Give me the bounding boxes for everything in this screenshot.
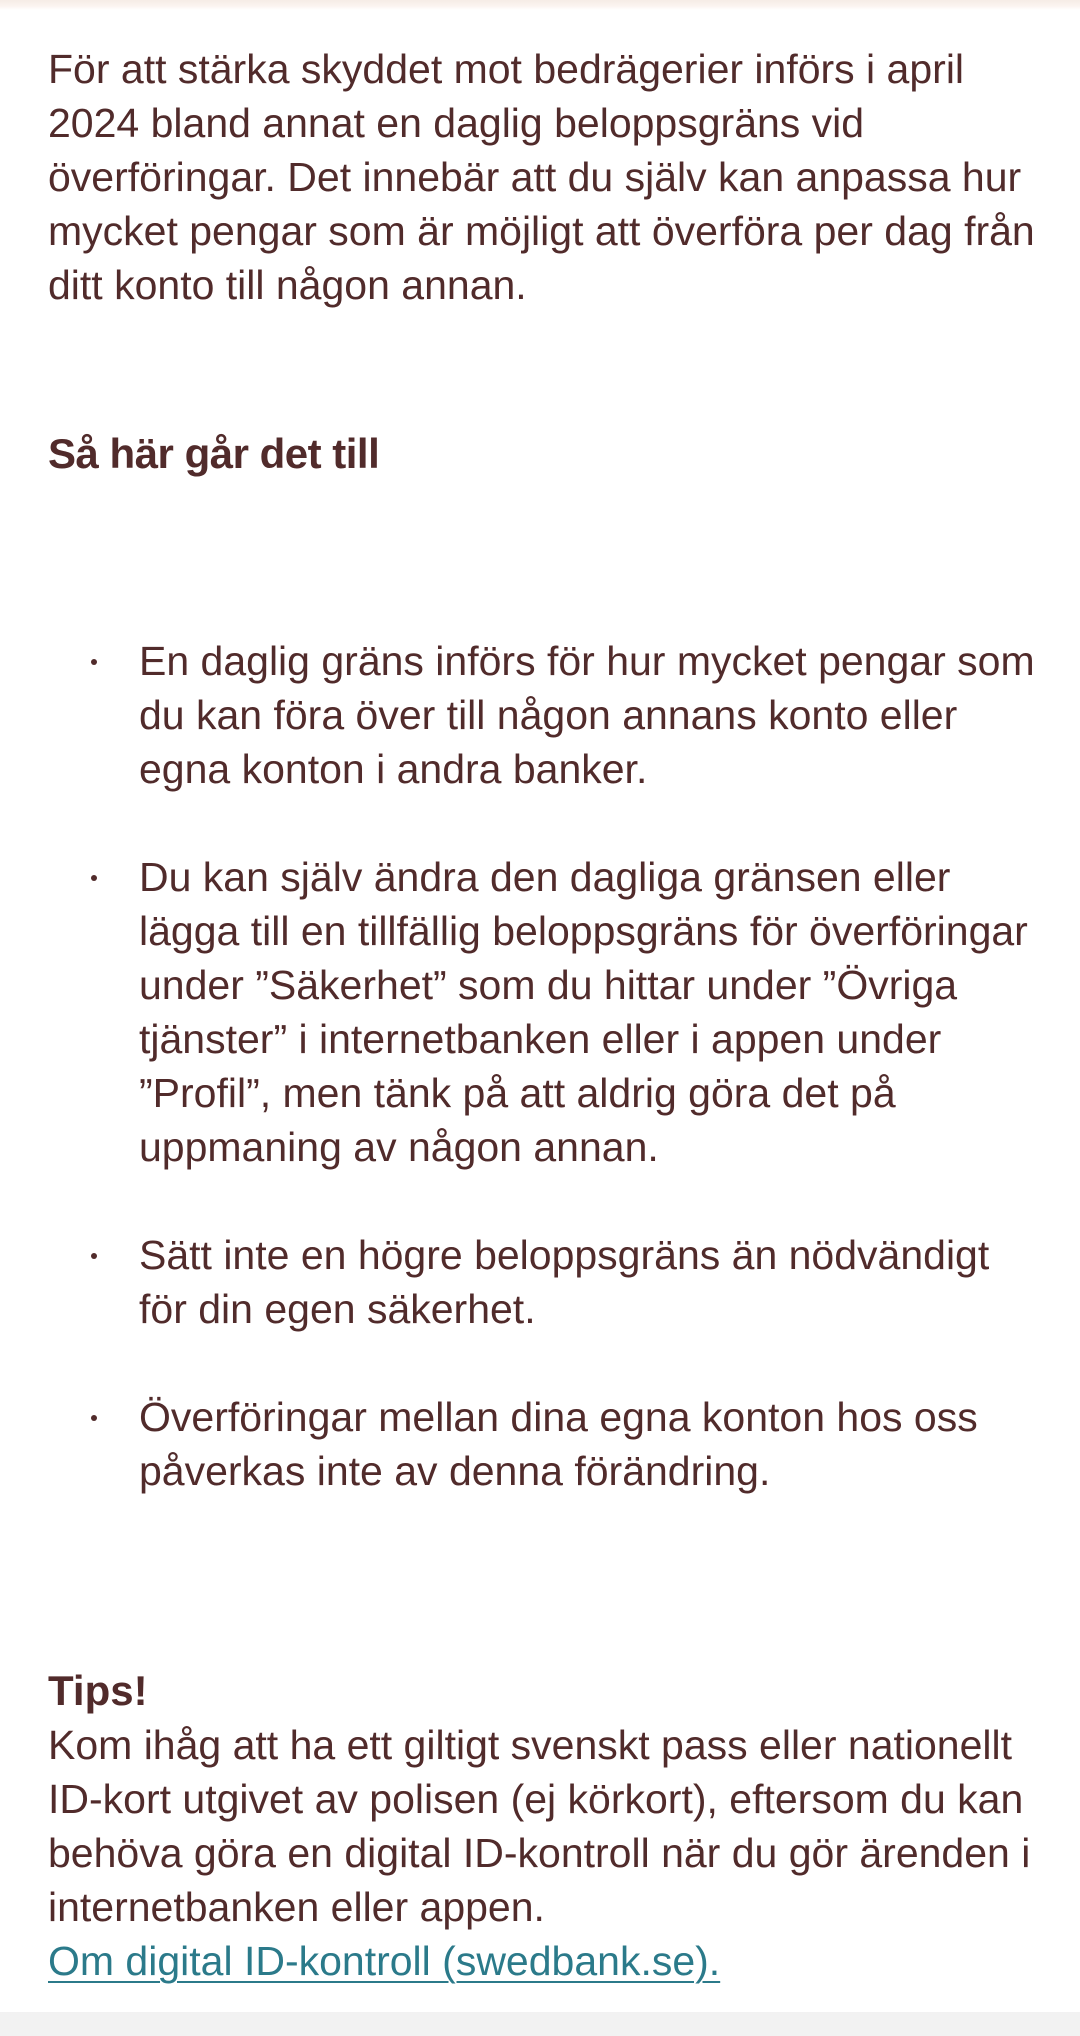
list-item [48,850,1038,1174]
list-item-text: Du kan själv ändra den dagliga gränsen eller lägga till en tillfällig beloppsgräns för överföringar under ”Säkerhet” som du hittar under ”Övriga tjänster” i internetbanken eller i appen under ”Profil”, men tänk på att aldrig göra det på uppmaning av någon annan. [139,854,1028,1170]
bullet-list [48,634,1038,1552]
tips-section [48,1664,1038,1988]
bullet-dot-icon [91,1253,97,1259]
list-item-text: Sätt inte en högre beloppsgräns än nödvändigt för din egen säkerhet. [139,1232,990,1332]
list-item-text: Överföringar mellan dina egna konton hos oss påverkas inte av denna förändring. [139,1394,978,1494]
bottom-bar [0,2012,1080,2036]
bullet-dot-icon [91,875,97,881]
list-item [48,1228,1038,1336]
top-edge-shadow [0,0,1080,10]
intro-paragraph: För att stärka skyddet mot bedrägerier införs i april 2024 bland annat en daglig beloppsgräns vid överföringar. Det innebär att du själv kan anpassa hur mycket pengar som är möjligt att överföra per dag från ditt konto till någon annan. [48,46,1035,308]
bullet-dot-icon [91,1415,97,1421]
bullet-dot-icon [91,659,97,665]
list-item [48,634,1038,796]
list-item [48,1390,1038,1498]
digital-id-check-link[interactable]: Om digital ID-kontroll (swedbank.se). [48,1938,721,1984]
section-heading: Så här går det till [48,430,380,477]
tips-title: Tips! [48,1667,148,1714]
tips-text: Kom ihåg att ha ett giltigt svenskt pass eller nationellt ID-kort utgivet av polisen (ej körkort), eftersom du kan behöva göra en digital ID-kontroll när du gör ärenden i internetbanken eller appen. [48,1722,1031,1930]
article-content [48,42,1038,1984]
list-item-text: En daglig gräns införs för hur mycket pengar som du kan föra över till någon annans konto eller egna konton i andra banker. [139,638,1035,792]
